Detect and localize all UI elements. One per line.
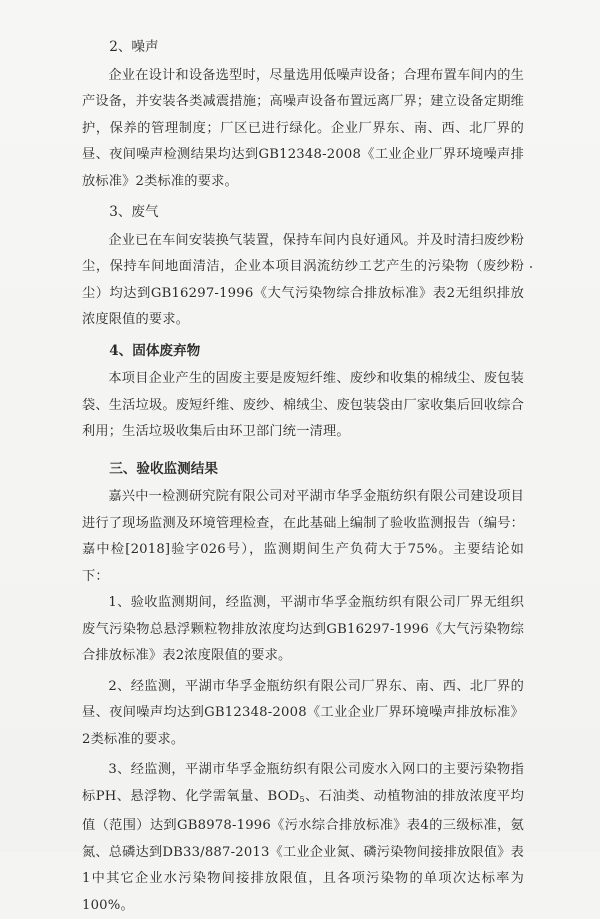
stray-dot (530, 266, 532, 268)
para-solid-waste: 本项目企业产生的固废主要是废短纤维、废纱和收集的棉绒尘、废包装袋、生活垃圾。废短纤维、废纱、棉绒尘、废包装袋由厂家收集后回收综合利用；生活垃圾收集后由环卫部门统一清理。 (82, 371, 524, 439)
heading-monitoring-results: 三、验收监测结果 (109, 460, 218, 477)
heading-solid-waste: 4、固体废弃物 (109, 342, 201, 359)
bod-subscript: 5 (299, 794, 305, 804)
para-conclusion-1: 1、验收监测期间，经监测，平湖市华孚金瓶纺织有限公司厂界无组织废气污染物总悬浮颗粒物排放浓度均达到GB16297-1996《大气污染物综合排放标准》表2浓度限值的要求。 (82, 595, 524, 663)
para-monitoring-intro: 嘉兴中一检测研究院有限公司对平湖市华孚金瓶纺织有限公司建设项目进行了现场监测及环境管理检查，在此基础上编制了验收监测报告（编号：嘉中检[2018]验字026号），监测期间生产负荷大于75%。主要结论如下： (82, 489, 524, 584)
heading-exhaust-gas: 3、废气 (109, 204, 159, 220)
para-conclusion-3-post: 、石油类、动植物油的排放浓度平均值（范围）达到GB8978-1996《污水综合排放标准》表4的三级标准，氨氮、总磷达到DB33/887-2013《工业企业氮、磷污染物间接排放限值》表1中其它企业水污染物间接排放限值，且各项污染物的单项次达标率为100%。 (82, 788, 525, 913)
para-exhaust-gas: 企业已在车间安装换气装置，保持车间内良好通风。并及时清扫废纱粉尘，保持车间地面清洁，企业本项目涡流纺纱工艺产生的污染物（废纱粉尘）均达到GB16297-1996《大气污染物综合排放标准》表2无组织排放浓度限值的要求。 (82, 232, 524, 327)
para-conclusion-3 (82, 757, 524, 919)
para-noise: 企业在设计和设备选型时，尽量选用低噪声设备；合理布置车间内的生产设备，并安装各类减震措施；高噪声设备布置远离厂界；建立设备定期维护，保养的管理制度；厂区已进行绿化。企业厂界东、南、西、北厂界的昼、夜间噪声检测结果均达到GB12348-2008《工业企业厂界环境噪声排放标准》2类标准的要求。 (82, 67, 524, 189)
para-conclusion-3-pre: 3、经监测，平湖市华孚金瓶纺织有限公司废水入网口的主要污染物指标PH、悬浮物、化学需氧量、BOD (82, 762, 524, 804)
heading-noise: 2、噪声 (109, 39, 159, 55)
para-conclusion-2: 2、经监测，平湖市华孚金瓶纺织有限公司厂界东、南、西、北厂界的昼、夜间噪声均达到GB12348-2008《工业企业厂界环境噪声排放标准》2类标准的要求。 (82, 678, 524, 747)
